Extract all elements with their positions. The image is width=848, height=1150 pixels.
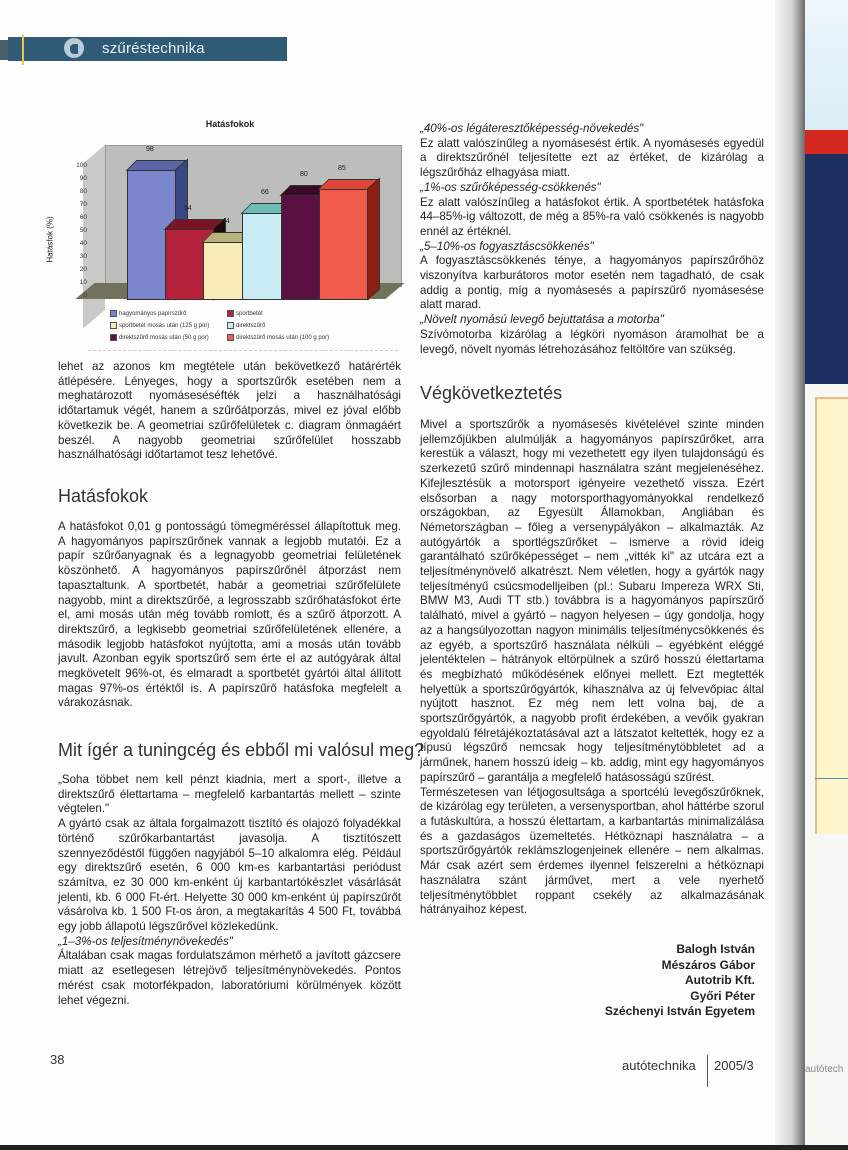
- legend-swatch: [227, 310, 234, 317]
- legend-item: sportbetét mosás után (125 g por): [110, 322, 209, 329]
- legend-swatch: [227, 322, 234, 329]
- heading-conclusion: Végkövetkeztetés: [420, 383, 563, 403]
- y-tick: 100: [76, 162, 87, 169]
- adjacent-footer: autótech: [805, 1064, 844, 1075]
- y-tick: 60: [79, 214, 87, 221]
- y-tick: 90: [79, 175, 87, 182]
- bar-value-label: 54: [184, 205, 192, 212]
- y-tick: 0: [83, 292, 87, 299]
- bar-value-label: 44: [222, 218, 230, 225]
- bar-value-label: 85: [338, 165, 346, 172]
- bar-direct-washed-100g: [319, 165, 369, 300]
- section-title: szűréstechnika: [102, 40, 205, 57]
- right-claims-section: „40%-os légáteresztőképesség-növekedés" Ez alatt valószínűleg a nyomásesést értik. A nyomásesés egyedül a direktszűrőnél teljesítette ezt az értéket, de kizárólag a légszűrőház elhagyása miatt. „1%-os szűrőképesség-csökkenés" Ez alatt valószínűleg a hatásfokot értik. A sportbetétek hatásfoka 44–85%-ig változott, de még a 85%-ra való csökkenés is nagyobb ennél az értéknél. „5–10%-os fogyasztáscsökkenés" A fogyasztáscsökkenés ténye, a hagyományos papírszűrőhöz viszonyítva karburátoros motor esetén nem tagadható, de csak addig a pontig, míg a nyomásesés a papírszűrő nyomásesése alatt marad. „Növelt nyomású levegő bejuttatása a motorba" Szívómotorba kizárólag a légköri nyomáson áramolhat be a levegő, növelt nyomás létrehozásához feltöltőre van szükség.: [420, 122, 764, 356]
- legend-swatch: [110, 334, 117, 341]
- chart-title: Hatásfokok: [205, 119, 255, 129]
- left-intro-paragraph: lehet az azonos km megtétele után bekövetkező határérték átlépésére. Lényeges, hogy a sportszűrők esetében nem a meghatározott nyomáseséséfték jelzi a használhatósági időtartamuk végét, hanem a szűrőátporzás, mivel ez jóval előbb következik be. A geometriai szűrőfelületek c. diagram önmagáért beszél. A nagyobb geometriai szűrőfelület hosszabb használhatósági időtartamot tesz lehetővé.: [58, 360, 401, 462]
- legend-item: hagyományos papírszűrő: [110, 310, 186, 317]
- scan-edge: [0, 1145, 848, 1150]
- bar-value-label: 98: [146, 146, 154, 153]
- page-gutter-shadow: [775, 0, 805, 1150]
- footer-magazine-name: autótechnika: [622, 1058, 696, 1073]
- bar-value-label: 80: [300, 171, 308, 178]
- y-tick: 10: [79, 279, 87, 286]
- author-name: Győri Péter: [690, 988, 755, 1003]
- chart-divider: [88, 350, 398, 351]
- legend-item: direktszűrő mosás után (100 g por): [227, 334, 329, 341]
- y-tick: 40: [79, 240, 87, 247]
- legend-swatch: [110, 310, 117, 317]
- author-affiliation: Autotrib Kft.: [685, 973, 755, 987]
- y-tick: 80: [79, 188, 87, 195]
- bar-value-label: 66: [261, 189, 269, 196]
- adjacent-yellow-box: [815, 397, 848, 834]
- author-name: Mészáros Gábor: [661, 957, 755, 972]
- page-number: 38: [50, 1052, 65, 1067]
- magazine-logo-icon: [64, 38, 84, 58]
- author-block: [560, 942, 755, 1020]
- legend-item: sportbetét: [227, 310, 263, 317]
- adjacent-page-edge: [805, 0, 848, 1150]
- y-tick: 70: [79, 201, 87, 208]
- legend-item: direktszűrő mosás után (50 g por): [110, 334, 209, 341]
- legend-swatch: [110, 322, 117, 329]
- chart-y-axis-label: Hatásfok (%): [45, 216, 55, 263]
- efficiency-paragraph: A hatásfokot 0,01 g pontosságú tömegméréssel állapítottuk meg. A hagyományos papírszűrőnek vannak a legjobb mutatói. Ez a papír szűrőanyagnak és a legnagyobb geometriai felületének köszönhető. A hagyományos papírszűrőnél átporzást nem tapasztaltunk. A sportbetét, habár a geometriai szűrőfelülete nagyobb, mint a direktszűrőé, a legrosszabb szűrőhatásfokot érte el, ami mosás után még tovább romlott, és a szűrő átporzott. A direktszűrő, a legkisebb geometriai szűrőfelületének ellenére, a második legjobb hatásfokot nyújtotta, ami a mosás után tovább javult. Azonban egyik sportszűrő sem érte el az autógyárak által megkövetelt 96%-ot, és elmaradt a sportbetét gyártói által állított magas 97%-os értéktől is. A papírszűrő hatásfoka megfelelt a várakozásnak.: [58, 520, 401, 710]
- y-tick: 30: [79, 253, 87, 260]
- tuning-section: „Soha többet nem kell pénzt kiadnia, mert a sport-, illetve a direktszűrő élettartama – megfelelő karbantartás mellett – szinte végtelen." A gyártó csak az általa forgalmazott tisztító és olajozó folyadékkal történő szűrőkarbantartást javasolja. A tisztítószett szennyeződéstől függően nagyjából 5–10 alkalomra elég. Például egy direktszűrő esetén, 6 000 km-es karbantartási periódust számítva, ez 30 000 km-enként új karbantartókészlet vásárlását jelenti, kb. 6 000 Ft-ért. Helyette 30 000 km-enként új papírszűrőt vásárolva kb. 1 500 Ft-os áron, a megtakarítás 4 500 Ft, továbbá egy jobb állapotú légszűrővel közlekedünk. „1–3%-os teljesítménynövekedés" Általában csak magas fordulatszámon mérhető a javított gázcsere miatt az esetlegesen létrejövő teljesítménynövekedés. Pontos mérést csak motorfékpadon, laboratóriumi körülmények között lehet végezni.: [58, 773, 401, 1007]
- author-name: Balogh István: [676, 942, 755, 956]
- footer-separator: [707, 1055, 708, 1087]
- chart-bars: [97, 145, 397, 300]
- conclusion-section: Mivel a sportszűrők a nyomásesés kivételével szinte minden jellemzőjükben alulmúlják a hagyományos papírszűrőket, arra kerestük a választ, hogy mi vezethetett egy ilyen tulajdonságú és szerkezetű szűrő mindennapi használatra szánt megjelenéséhez. Kifejlesztésük a motorsport igényeire vezethető vissza. Ezért elsősorban a nagy motorsporthagyományokkal rendelkező országokban, az Egyesült Államokban, Angliában és Németországban – főleg a versenypályákon – alkalmazták. Az autógyártók a sportlégszűrőket – ismerve a rövid ideig garantálható szűrőképességet – nem „vitték ki" az utcára ezt a teljesítménynövelő alkatrészt. Nem véletlen, hogy a gyártók nagy teljesítményű csúcsmodelljeiben (pl.: Subaru Impereza WRX Sti, BMW M3, Audi TT stb.) továbbra is a hagyományos papírszűrő található, mivel a gyártó – nagyon helyesen – úgy gondolja, hogy az a hangsúlyozottan nagyon minimális teljesítménycsökkenés és az egyéb, a sportszűrő használata nélküli – egyébként eléggé jelentéktelen – hátrányok eltörpülnek a szűrő hosszú élettartama és megbízható működésének előnyei mellett. Ezt megtették helyettük a sportszűrőgyártók, kihasználva az új felvevőpiac által nyújtott hasznot. Ez még nem lett volna baj, de a sportszűrőgyártók, a nagyobb profit érdekében, a vevőik gyakran egyoldalú félretájékoztatásával azt a látszatot keltették, hogy ez a típusú légszűrő nemcsak hogy teljesítménytöbbletet ad a járműnek, hanem hosszú ideig – kb. addig, mint egy hagyományos papírszűrő – garantálja a megfelelő hatásosságú szűrést. Természetesen van létjogosultsága a sportcélú levegőszűrőknek, de kizárólag egy területen, a versenysportban, ahol háttérbe szorul a futáskultúra, a hosszú élettartam, a karbantartás minimalizálása és a gazdaságos üzemeltetés. Hétköznapi használatra – a sportszűrőgyártók reklámszlogenjeinek ellenére – nem alkalmas. Már csak azért sem érdemes ilyennel felszerelni a hétköznapi használatra szánt járművet, mert a vele nyerhető teljesítménytöbblet roppant csekély az alkalmazásának hátrányaihoz képest.: [420, 418, 764, 917]
- heading-hatasfokok: Hatásfokok: [58, 486, 149, 506]
- legend-swatch: [227, 334, 234, 341]
- y-tick: 20: [79, 266, 87, 273]
- margin-line: [22, 35, 24, 65]
- footer-issue: 2005/3: [714, 1058, 754, 1073]
- author-affiliation: Széchenyi István Egyetem: [604, 1004, 755, 1018]
- heading-tuning-promise: Mit ígér a tuningcég és ebből mi valósul meg?: [58, 740, 425, 760]
- y-tick: 50: [79, 227, 87, 234]
- chart-y-ticks: [67, 162, 87, 302]
- legend-item: direktszűrő: [227, 322, 265, 329]
